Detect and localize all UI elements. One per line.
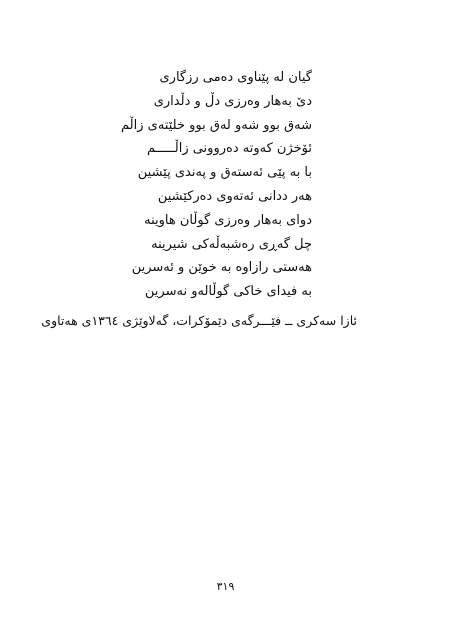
poem-line: هەستی رازاوە بە خوێن و ئەسرین — [131, 260, 312, 276]
page-number: ٣١٩ — [216, 580, 235, 593]
poem-line: هەر ددانی ئەتەوی دەرکێشین — [157, 188, 312, 204]
poem-line: با بە پێی ئەستەق و پەندی پێشین — [137, 165, 312, 181]
poem-line: دێ بەهار وەرزی دڵ و دڵداری — [153, 93, 312, 109]
poem-line: دوای بەهار وەرزی گوڵان هاوینە — [144, 212, 312, 228]
poem-line: چل گەڕی رەشبەڵەکی شیرینە — [151, 236, 312, 252]
poem-line: گیان لە پێناوی دەمی رزگاری — [159, 70, 312, 85]
author-signature-line: ئازا سەکری ــ فێـــرگەی دێمۆکرات، گەلاوێژی ١٣٦٤ی هەتاوی — [41, 313, 357, 328]
poem-line: شەق بوو شەو لەق بوو خلێتەی زاڵم — [121, 117, 312, 133]
poem-line: بە فیدای خاکی گوڵالەو نەسرین — [144, 284, 312, 300]
poem — [121, 66, 312, 304]
poem-line: ئۆخژن کەوتە دەروونی زاڵـــــم — [147, 141, 312, 157]
